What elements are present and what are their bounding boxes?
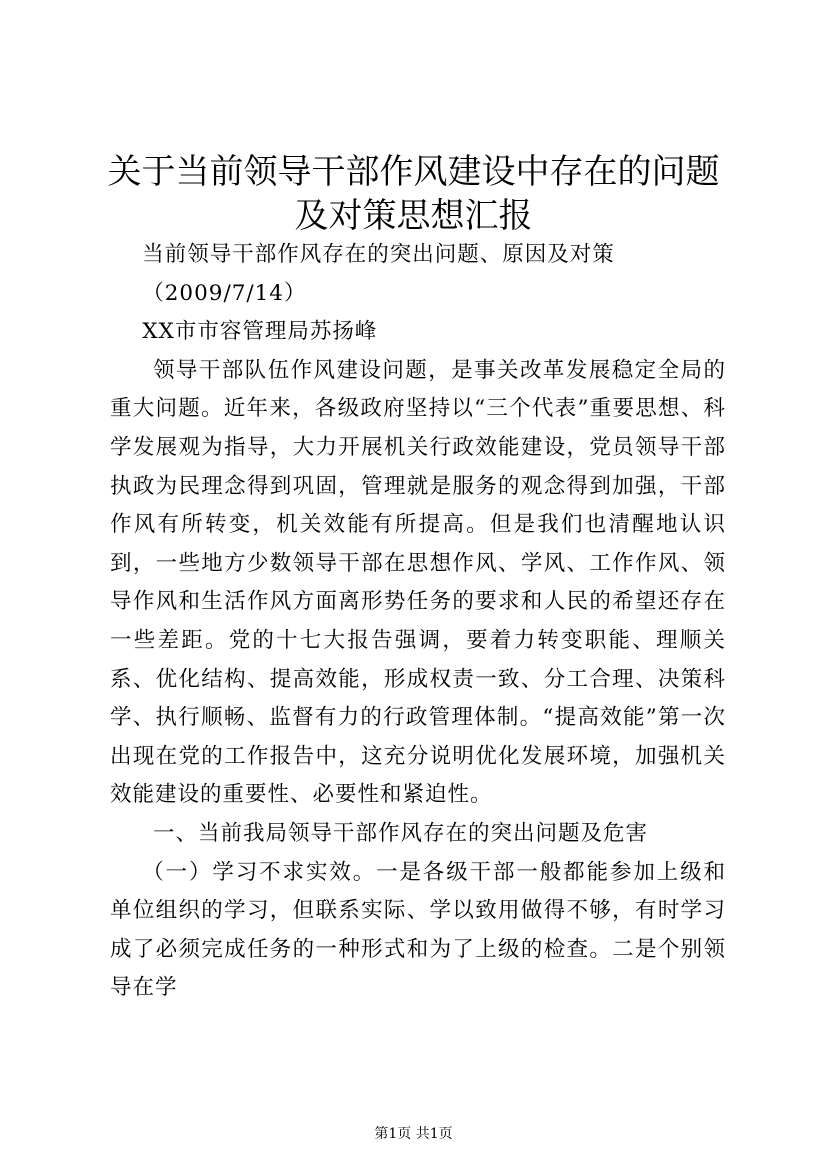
- document-date: （2009/7/14）: [142, 280, 307, 306]
- page-footer: 第1页 共1页: [374, 1126, 453, 1142]
- intro-paragraph: 领导干部队伍作风建设问题，是事关改革发展稳定全局的重大问题。近年来，各级政府坚持以“三个代表”重要思想、科学发展观为指导，大力开展机关行政效能建设，党员领导干部执政为民理念得到巩固，管理就是服务的观念得到加强，干部作风有所转变，机关效能有所提高。但是我们也清醒地认识到，一些地方少数领导干部在思想作风、学风、工作作风、领导作风和生活作风方面离形势任务的要求和人民的希望还存在一些差距。党的十七大报告强调，要着力转变职能、理顺关系、优化结构、提高效能，形成权责一致、分工合理、决策科学、执行顺畅、监督有力的行政管理体制。“提高效能”第一次出现在党的工作报告中，这充分说明优化发展环境，加强机关效能建设的重要性、必要性和紧迫性。: [110, 357, 726, 808]
- section-heading: 一、当前我局领导干部作风存在的突出问题及危害: [153, 820, 649, 846]
- document-author: XX市市容管理局苏扬峰: [142, 319, 378, 345]
- document-title: 关于当前领导干部作风建设中存在的问题及对策思想汇报: [107, 152, 720, 236]
- document-body: [110, 236, 726, 1008]
- document-subtitle: 当前领导干部作风存在的突出问题、原因及对策: [142, 242, 615, 267]
- section-paragraph: （一）学习不求实效。一是各级干部一般都能参加上级和单位组织的学习，但联系实际、学以致用做得不够，有时学习成了必须完成任务的一种形式和为了上级的检查。二是个别领导在学: [110, 859, 726, 1001]
